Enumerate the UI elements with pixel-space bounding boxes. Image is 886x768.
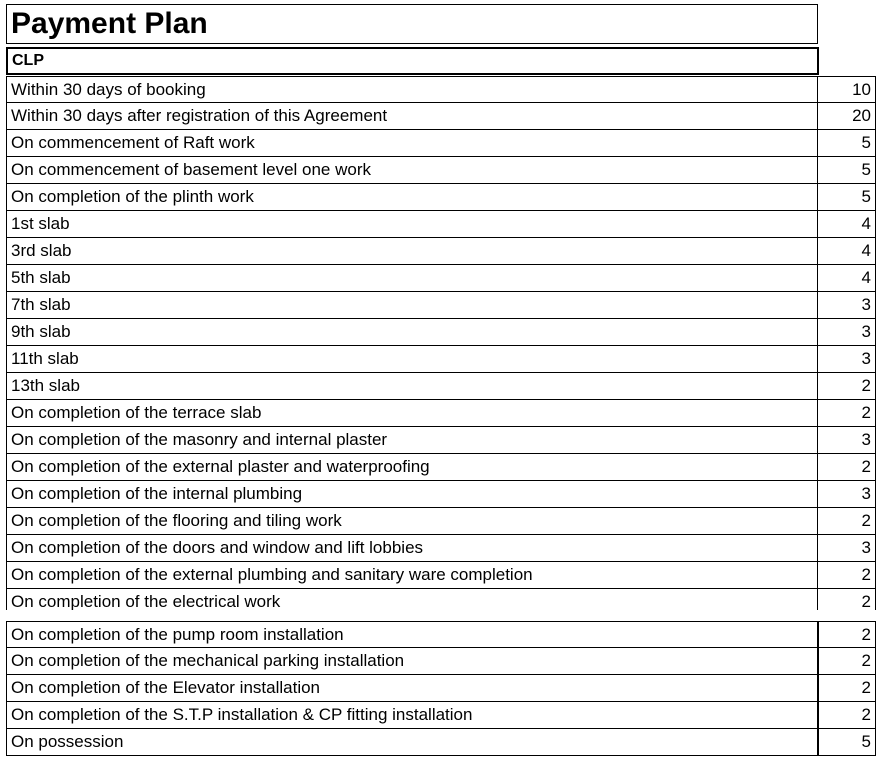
percentage-value: 5 [818, 184, 876, 211]
table-row [6, 508, 876, 535]
payment-table-upper [6, 76, 876, 616]
milestone-label: On commencement of basement level one work [6, 157, 818, 184]
milestone-label: 11th slab [6, 346, 818, 373]
table-row [6, 157, 876, 184]
table-row [6, 130, 876, 157]
table-row [6, 265, 876, 292]
milestone-label: On completion of the terrace slab [6, 400, 818, 427]
milestone-label: Within 30 days of booking [6, 76, 818, 103]
table-row [6, 346, 876, 373]
percentage-value: 3 [818, 346, 876, 373]
percentage-value: 2 [818, 400, 876, 427]
percentage-value: 4 [818, 211, 876, 238]
table-row [6, 589, 876, 616]
table-row [6, 184, 876, 211]
table-row [6, 292, 876, 319]
percentage-value: 2 [818, 373, 876, 400]
percentage-value: 3 [818, 427, 876, 454]
table-row [6, 238, 876, 265]
table-row [6, 621, 876, 648]
milestone-label: On completion of the plinth work [6, 184, 818, 211]
milestone-label: On completion of the external plaster and waterproofing [6, 454, 818, 481]
percentage-value: 2 [818, 621, 876, 648]
percentage-value: 10 [818, 76, 876, 103]
table-row [6, 211, 876, 238]
payment-table-lower [6, 621, 876, 756]
table-row [6, 535, 876, 562]
table-row [6, 454, 876, 481]
percentage-value: 2 [818, 675, 876, 702]
milestone-label: On commencement of Raft work [6, 130, 818, 157]
percentage-value: 4 [818, 238, 876, 265]
percentage-value: 3 [818, 292, 876, 319]
table-row [6, 702, 876, 729]
milestone-label: 13th slab [6, 373, 818, 400]
plan-label: CLP [12, 52, 44, 69]
percentage-value: 4 [818, 265, 876, 292]
milestone-label: On completion of the internal plumbing [6, 481, 818, 508]
page-title: Payment Plan [11, 7, 208, 40]
page-title-cell [6, 4, 818, 44]
milestone-label: On completion of the masonry and internal plaster [6, 427, 818, 454]
milestone-label: 7th slab [6, 292, 818, 319]
milestone-label: On completion of the electrical work [6, 589, 818, 610]
milestone-label: On completion of the pump room installation [6, 621, 818, 648]
table-row [6, 319, 876, 346]
milestone-label: 1st slab [6, 211, 818, 238]
table-row [6, 481, 876, 508]
milestone-label: On completion of the doors and window and lift lobbies [6, 535, 818, 562]
milestone-label: On completion of the S.T.P installation & CP fitting installation [6, 702, 818, 729]
table-row [6, 400, 876, 427]
milestone-label: On completion of the Elevator installation [6, 675, 818, 702]
percentage-value: 2 [818, 454, 876, 481]
milestone-label: 9th slab [6, 319, 818, 346]
percentage-value: 2 [818, 648, 876, 675]
table-row [6, 76, 876, 103]
percentage-value: 3 [818, 535, 876, 562]
percentage-value: 3 [818, 481, 876, 508]
milestone-label: On possession [6, 729, 818, 756]
milestone-label: Within 30 days after registration of this Agreement [6, 103, 818, 130]
percentage-value: 2 [818, 562, 876, 589]
table-row [6, 562, 876, 589]
table-row [6, 648, 876, 675]
table-row [6, 373, 876, 400]
percentage-value: 2 [818, 702, 876, 729]
percentage-value: 3 [818, 319, 876, 346]
percentage-value: 5 [818, 729, 876, 756]
table-row [6, 103, 876, 130]
milestone-label: 5th slab [6, 265, 818, 292]
milestone-label: On completion of the mechanical parking installation [6, 648, 818, 675]
percentage-value: 5 [818, 130, 876, 157]
percentage-value: 5 [818, 157, 876, 184]
plan-label-cell [6, 47, 819, 75]
milestone-label: 3rd slab [6, 238, 818, 265]
table-row [6, 675, 876, 702]
milestone-label: On completion of the external plumbing and sanitary ware completion [6, 562, 818, 589]
table-row [6, 427, 876, 454]
table-row [6, 729, 876, 756]
percentage-value: 2 [818, 589, 876, 610]
milestone-label: On completion of the flooring and tiling work [6, 508, 818, 535]
percentage-value: 20 [818, 103, 876, 130]
percentage-value: 2 [818, 508, 876, 535]
